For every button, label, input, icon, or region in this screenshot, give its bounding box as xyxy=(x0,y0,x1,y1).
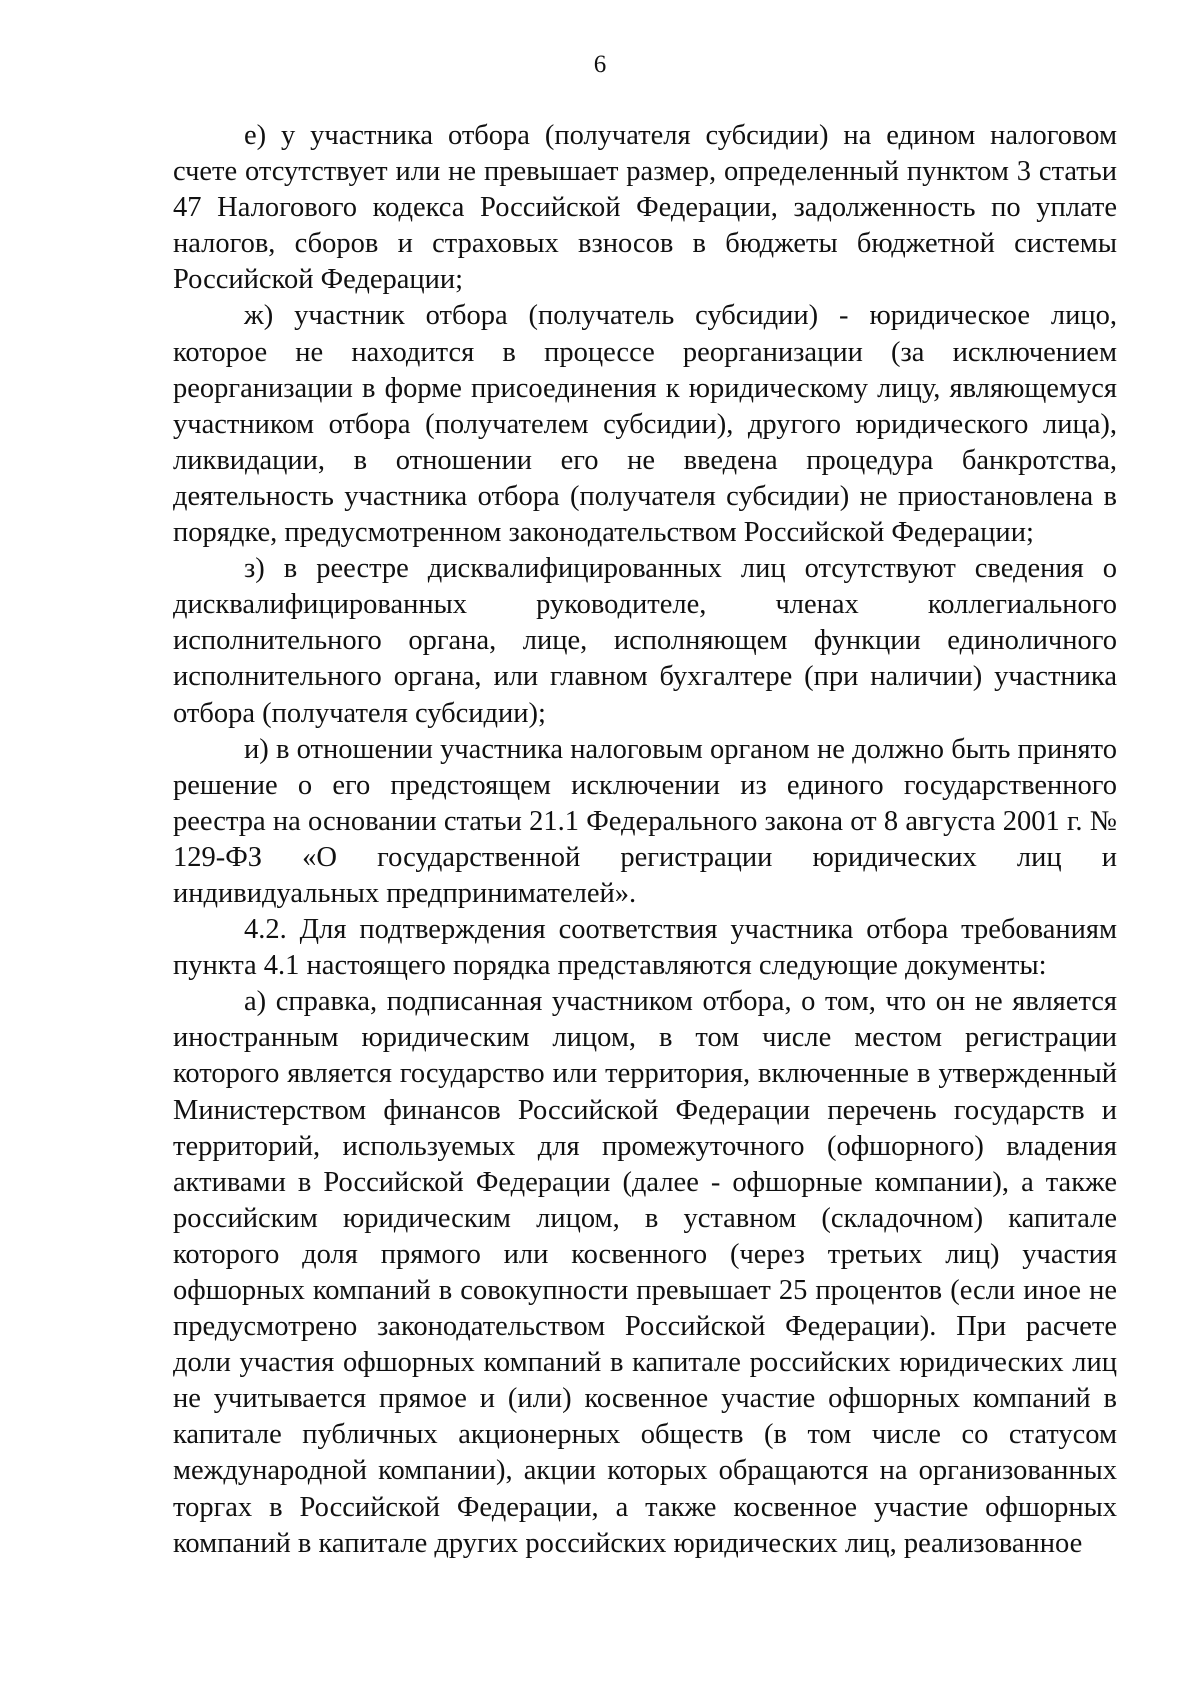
document-body xyxy=(173,118,1117,1562)
paragraph-zh: ж) участник отбора (получатель субсидии) - юридическое лицо, которое не находится в процессе реорганизации (за исключением реорганизации в форме присоединения к юридическому лицу, являющемуся участником отбора (получателем субсидии), другого юридического лица), ликвидации, в отношении его не введена процедура банкротства, деятельность участника отбора (получателя субсидии) не приостановлена в порядке, предусмотренном законодательством Российской Федерации; xyxy=(173,300,1117,549)
paragraph-e: е) у участника отбора (получателя субсидии) на едином налоговом счете отсутствует или не превышает размер, определенный пунктом 3 статьи 47 Налогового кодекса Российской Федерации, задолженность по уплате налогов, сборов и страховых взносов в бюджеты бюджетной системы Российской Федерации; xyxy=(173,120,1117,296)
paragraph-4-2: 4.2. Для подтверждения соответствия участника отбора требованиям пункта 4.1 настоящего порядка представляются следующие документы: xyxy=(173,914,1117,982)
page-number: 6 xyxy=(593,51,607,78)
paragraph-z: з) в реестре дисквалифицированных лиц отсутствуют сведения о дисквалифицированных руководителе, членах коллегиального исполнительного органа, лице, исполняющем функции единоличного исполнительного органа, или главном бухгалтере (при наличии) участника отбора (получателя субсидии); xyxy=(173,553,1117,729)
paragraph-i: и) в отношении участника налоговым органом не должно быть принято решение о его предстоящем исключении из единого государственного реестра на основании статьи 21.1 Федерального закона от 8 августа 2001 г. № 129-ФЗ «О государственной регистрации юридических лиц и индивидуальных предпринимателей». xyxy=(173,733,1117,909)
paragraph-a: а) справка, подписанная участником отбора, о том, что он не является иностранным юридическим лицом, в том числе местом регистрации которого является государство или территория, включенные в утвержденный Министерством финансов Российской Федерации перечень государств и территорий, используемых для промежуточного (офшорного) владения активами в Российской Федерации (далее - офшорные компании), а также российским юридическим лицом, в уставном (складочном) капитале которого доля прямого или косвенного (через третьих лиц) участия офшорных компаний в совокупности превышает 25 процентов (если иное не предусмотрено законодательством Российской Федерации). При расчете доли участия офшорных компаний в капитале российских юридических лиц не учитывается прямое и (или) косвенное участие офшорных компаний в капитале публичных акционерных обществ (в том числе со статусом международной компании), акции которых обращаются на организованных торгах в Российской Федерации, а также косвенное участие офшорных компаний в капитале других российских юридических лиц, реализованное xyxy=(173,986,1117,1559)
